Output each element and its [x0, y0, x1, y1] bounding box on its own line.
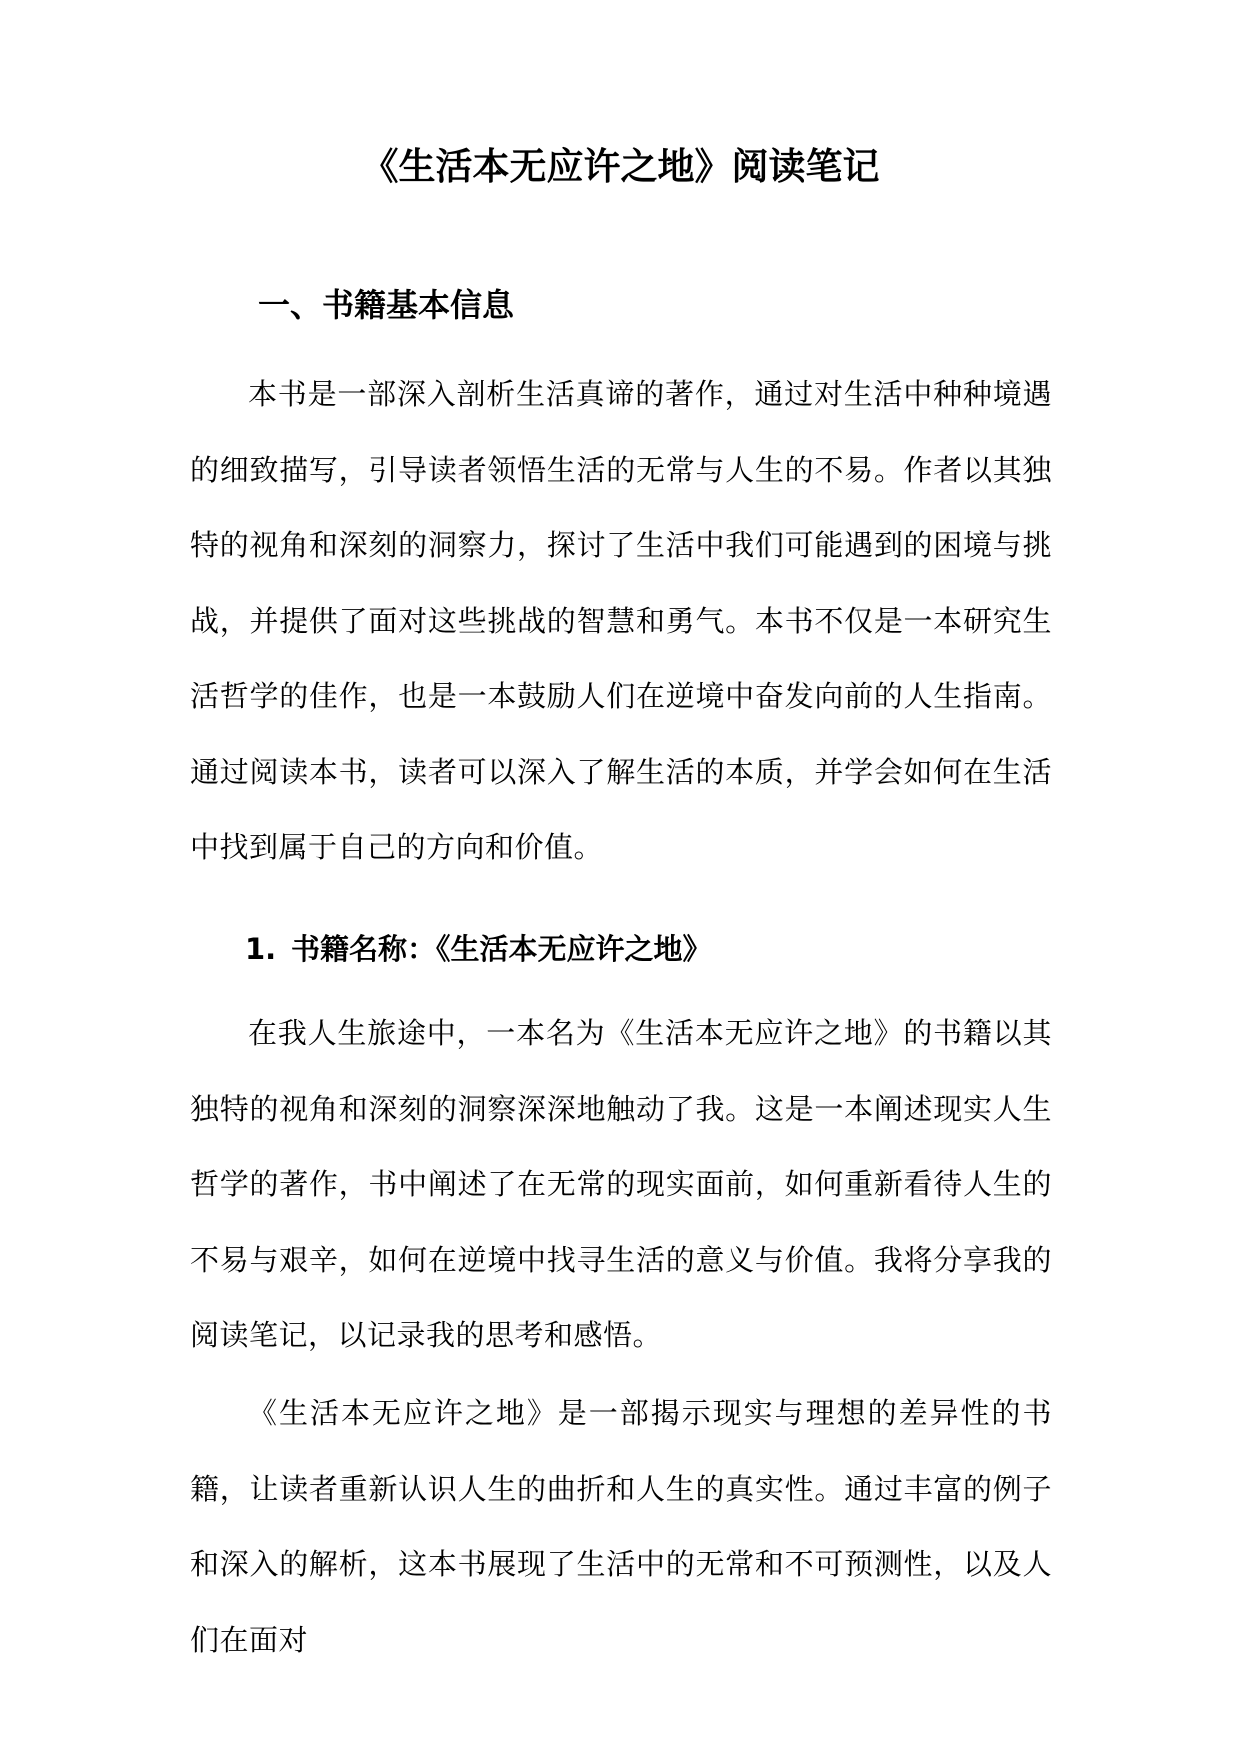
paragraph-book-overview: 本书是一部深入剖析生活真谛的著作，通过对生活中种种境遇的细致描写，引导读者领悟生活的无常与人生的不易。作者以其独特的视角和深刻的洞察力，探讨了生活中我们可能遇到的困境与挑战，并提供了面对这些挑战的智慧和勇气。本书不仅是一本研究生活哲学的佳作，也是一本鼓励人们在逆境中奋发向前的人生指南。通过阅读本书，读者可以深入了解生活的本质，并学会如何在生活中找到属于自己的方向和价值。 — [190, 377, 1052, 864]
subsection-number: 1. — [245, 932, 277, 966]
subsection-heading-text: 书籍名称：《生活本无应许之地》 — [291, 932, 712, 966]
paragraph-reading-intro: 在我人生旅途中，一本名为《生活本无应许之地》的书籍以其独特的视角和深刻的洞察深深地触动了我。这是一本阐述现实人生哲学的著作，书中阐述了在无常的现实面前，如何重新看待人生的不易与艰辛，如何在逆境中找寻生活的意义与价值。我将分享我的阅读笔记，以记录我的思考和感悟。 — [190, 1016, 1052, 1352]
document-title: 《生活本无应许之地》阅读笔记 — [361, 145, 880, 188]
subsection-heading-book-name — [245, 928, 712, 970]
section-heading-basic-info: 一、书籍基本信息 — [258, 286, 515, 324]
paragraph-book-summary: 《生活本无应许之地》是一部揭示现实与理想的差异性的书籍，让读者重新认识人生的曲折和人生的真实性。通过丰富的例子和深入的解析，这本书展现了生活中的无常和不可预测性，以及人们在面对 — [190, 1396, 1052, 1657]
